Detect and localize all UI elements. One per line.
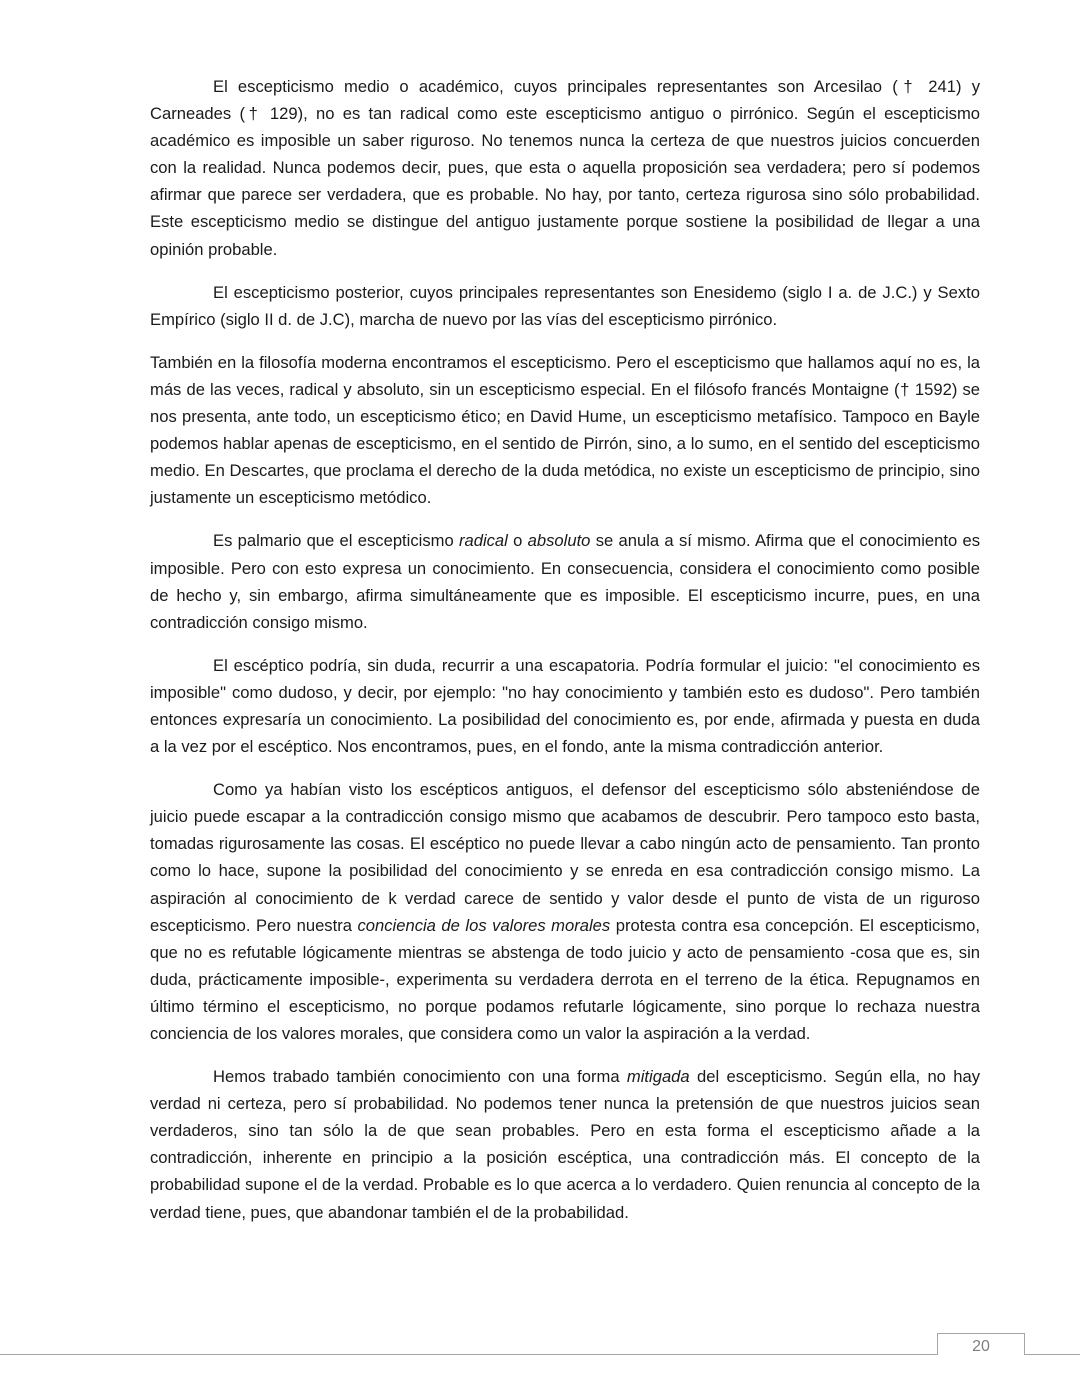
paragraph-5	[150, 652, 980, 760]
paragraph-2	[150, 279, 980, 333]
text-segment: También en la filosofía moderna encontramos el escepticismo. Pero el escepticismo que hallamos aquí no es, la más de las veces, radical y absoluto, sin un escepticismo especial. En el filósofo francés Montaigne († 1592) se nos presenta, ante todo, un escepticismo ético; en David Hume, un escepticismo metafísico. Tampoco en Bayle podemos hablar apenas de escepticismo, en el sentido de Pirrón, sino, a lo sumo, en el sentido del escepticismo medio. En Descartes, que proclama el derecho de la duda metódica, no existe un escepticismo de principio, sino justamente un escepticismo metódico.	[150, 352, 980, 508]
italic-text: conciencia de los valores morales	[357, 915, 611, 935]
paragraph-6	[150, 776, 980, 1047]
text-segment: El escepticismo medio o académico, cuyos principales representantes son Arcesilao († 241) y Carneades († 129), no es tan radical como este escepticismo antiguo o pirrónico. Según el escepticismo académico es imposible un saber riguroso. No tenemos nunca la certeza de que nuestros juicios concuerden con la realidad. Nunca podemos decir, pues, que esta o aquella proposición sea verdadera; pero sí podemos afirmar que parece ser verdadera, que es probable. No hay, por tanto, certeza rigurosa sino sólo probabilidad. Este escepticismo medio se distingue del antiguo justamente porque sostiene la posibilidad de llegar a una opinión probable.	[150, 77, 980, 259]
paragraph-7	[150, 1063, 980, 1226]
italic-text: mitigada	[626, 1067, 690, 1087]
footer-rule	[0, 1354, 1080, 1355]
page-number: 20	[937, 1333, 1025, 1355]
document-body	[150, 73, 980, 1242]
paragraph-4	[150, 527, 980, 635]
italic-text: radical	[458, 531, 508, 551]
text-segment: El escepticismo posterior, cuyos principales representantes son Enesidemo (siglo I a. de J.C.) y Sexto Empírico (siglo II d. de J.C), marcha de nuevo por las vías del escepticismo pirrónico.	[150, 282, 980, 329]
paragraph-1	[150, 73, 980, 263]
text-segment: Hemos trabado también conocimiento con una forma	[213, 1067, 627, 1087]
text-segment: El escéptico podría, sin duda, recurrir a una escapatoria. Podría formular el juicio: "el conocimiento es imposible" como dudoso, y decir, por ejemplo: "no hay conocimiento y también esto es dudoso". Pero también entonces expresaría un conocimiento. La posibilidad del conocimiento es, por ende, afirmada y puesta en duda a la vez por el escéptico. Nos encontramos, pues, en el fondo, ante la misma contradicción anterior.	[150, 655, 980, 757]
text-segment: se anula a sí mismo. Afirma que el conocimiento es imposible. Pero con esto expresa un conocimiento. En consecuencia, considera el conocimiento como posible de hecho y, sin embargo, afirma simultáneamente que es imposible. El escepticismo incurre, pues, en una contradicción consigo mismo.	[150, 531, 980, 632]
text-segment: protesta contra esa concepción. El escepticismo, que no es refutable lógicamente mientras se abstenga de todo juicio y acto de pensamiento -cosa que es, sin duda, prácticamente imposible-, experimenta su verdadera derrota en el terreno de la ética. Repugnamos en último término el escepticismo, no porque podamos refutarle lógicamente, sino porque lo rechaza nuestra conciencia de los valores morales, que considera como un valor la aspiración a la verdad.	[150, 915, 981, 1043]
text-segment: del escepticismo. Según ella, no hay verdad ni certeza, pero sí probabilidad. No podemos tener nunca la pretensión de que nuestros juicios sean verdaderos, sino tan sólo la de que sean probables. Pero en esta forma el escepticismo añade a la contradicción, inherente en principio a la posición escéptica, una contradicción más. El concepto de la probabilidad supone el de la verdad. Probable es lo que acerca a lo verdadero. Quien renuncia al concepto de la verdad tiene, pues, que abandonar también el de la probabilidad.	[150, 1067, 980, 1222]
italic-text: absoluto	[527, 531, 591, 551]
paragraph-3	[150, 349, 980, 512]
text-segment: o	[507, 531, 528, 551]
text-segment: Es palmario que el escepticismo	[213, 531, 459, 551]
text-segment: Como ya habían visto los escépticos antiguos, el defensor del escepticismo sólo absteniéndose de juicio puede escapar a la contradicción consigo mismo que acabamos de descubrir. Pero tampoco esto basta, tomadas rigurosamente las cosas. El escéptico no puede llevar a cabo ningún acto de pensamiento. Tan pronto como lo hace, supone la posibilidad del conocimiento y se enreda en esa contradicción consigo mismo. La aspiración al conocimiento de k verdad carece de sentido y valor desde el punto de vista de un riguroso escepticismo. Pero nuestra	[150, 780, 980, 935]
